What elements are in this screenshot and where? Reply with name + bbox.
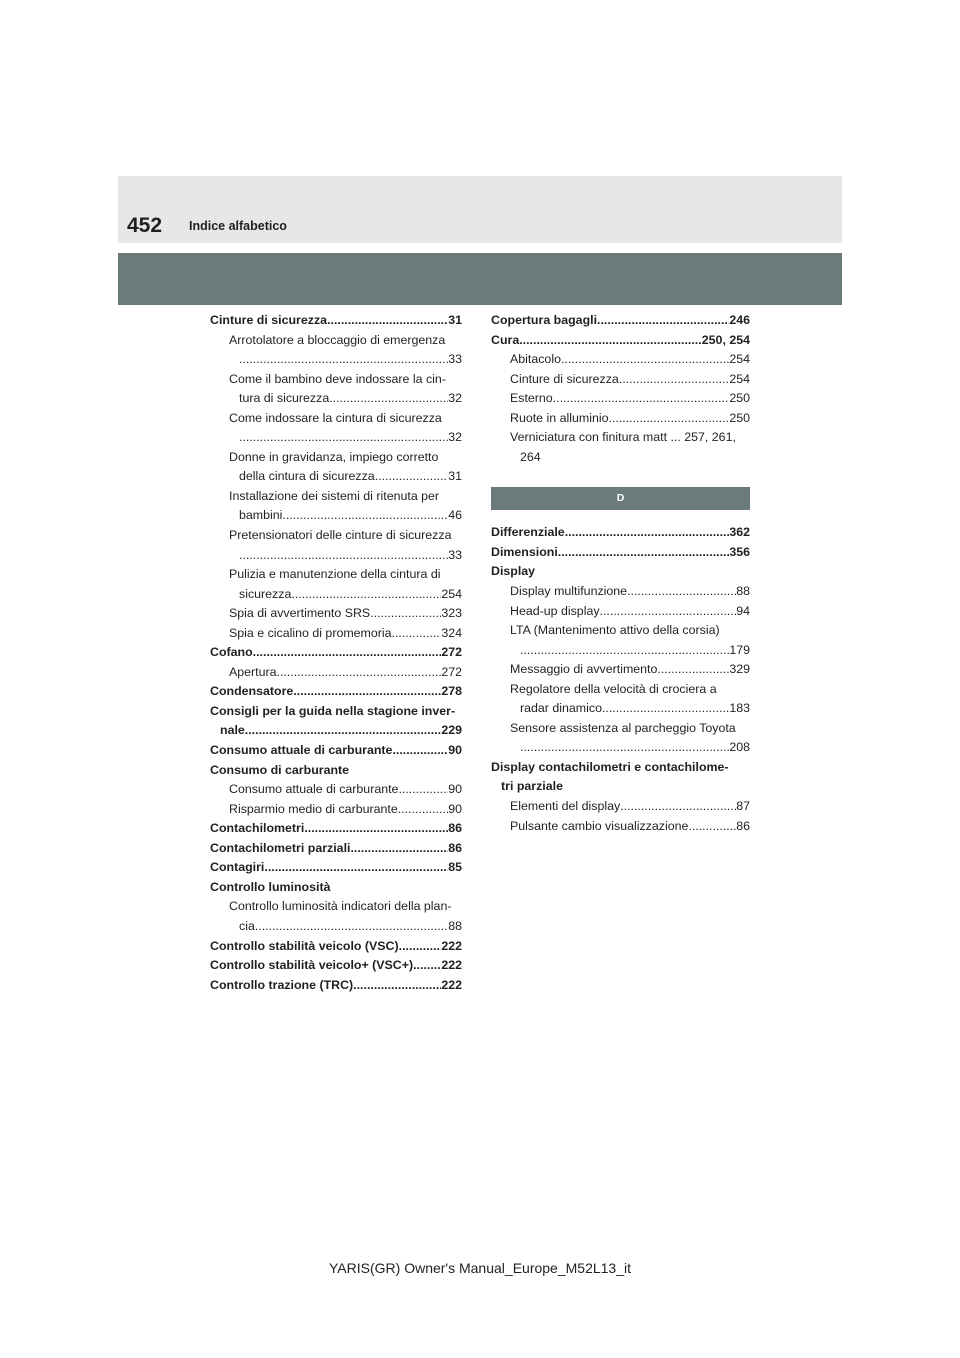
index-entry: Come il bambino deve indossare la cin- [229,371,446,386]
index-entry: Dimensioni ..... 356 [491,543,750,563]
index-entry: Cinture di sicurezza ..... 254 [491,370,750,390]
index-entry: Controllo luminosità indicatori della plan- [229,899,452,914]
index-entry: Condensatore ..... 278 [210,682,462,702]
index-entry: Display [491,564,536,579]
index-entry: bambini ..... 46 [210,506,462,526]
letter-section-band: D [491,487,750,510]
index-column-left [210,311,462,995]
index-entry: Contachilometri ..... 86 [210,819,462,839]
index-entry: Controllo stabilità veicolo+ (VSC+) ..... 222 [210,956,462,976]
index-entry: Spia di avvertimento SRS ..... 323 [210,604,462,624]
index-entry: Display contachilometri e contachilome- [491,759,729,774]
index-entry: ..... 208 [491,738,750,758]
index-entry: tri parziale [501,779,563,794]
index-entry: Apertura ..... 272 [210,663,462,683]
section-title: Indice alfabetico [189,219,287,233]
index-entry: Spia e cicalino di promemoria ..... 324 [210,624,462,644]
index-entry: Pulizia e manutenzione della cintura di [229,567,441,582]
index-entry: Consumo di carburante [210,762,350,777]
footer-manual-id: YARIS(GR) Owner's Manual_Europe_M52L13_it [329,1260,631,1276]
index-entry: Elementi del display ..... 87 [491,797,750,817]
index-entry: Verniciatura con finitura matt ... 257, 261, [510,430,736,445]
index-entry: ..... 32 [210,428,462,448]
index-entry: Controllo stabilità veicolo (VSC) ..... 222 [210,937,462,957]
index-entry: Controllo trazione (TRC) ..... 222 [210,976,462,996]
index-entry: tura di sicurezza ..... 32 [210,389,462,409]
index-entry: nale ..... 229 [210,721,462,741]
index-entry: Abitacolo ..... 254 [491,350,750,370]
index-entry: Donne in gravidanza, impiego corretto [229,449,439,464]
index-entry: Controllo luminosità [210,879,331,894]
page-number: 452 [127,214,163,237]
index-entry: Risparmio medio di carburante ..... 90 [210,800,462,820]
index-entry: Cinture di sicurezza ..... 31 [210,311,462,331]
index-entry: Arrotolatore a bloccaggio di emergenza [229,332,446,347]
index-entry: Regolatore della velocità di crociera a [510,681,717,696]
index-entry: ..... 179 [491,641,750,661]
index-entry: Contachilometri parziali ..... 86 [210,839,462,859]
index-entry: Cura ..... 250, 254 [491,331,750,351]
index-entry: della cintura di sicurezza ..... 31 [210,467,462,487]
index-entry: Cofano ..... 272 [210,643,462,663]
index-entry: Consigli per la guida nella stagione inver- [210,703,456,718]
index-entry: Pulsante cambio visualizzazione ..... 86 [491,817,750,837]
index-entry: Ruote in alluminio ..... 250 [491,409,750,429]
index-entry: Come indossare la cintura di sicurezza [229,410,442,425]
index-entry: Copertura bagagli ..... 246 [491,311,750,331]
index-entry: sicurezza ..... 254 [210,585,462,605]
index-entry: ..... 33 [210,350,462,370]
index-entry: Contagiri ..... 85 [210,858,462,878]
index-entry: Differenziale ..... 362 [491,523,750,543]
index-entry: Consumo attuale di carburante ..... 90 [210,741,462,761]
index-entry: radar dinamico ..... 183 [491,699,750,719]
index-column-right [491,311,750,836]
index-entry: LTA (Mantenimento attivo della corsia) [510,623,720,638]
index-entry: Pretensionatori delle cinture di sicurezza [229,528,452,543]
title-bar [118,253,842,305]
index-entry: Esterno ..... 250 [491,389,750,409]
index-entry: ..... 33 [210,546,462,566]
index-entry: Installazione dei sistemi di ritenuta per [229,488,440,503]
index-entry: Messaggio di avvertimento ..... 329 [491,660,750,680]
index-entry: cia ..... 88 [210,917,462,937]
index-entry: 264 [520,449,541,464]
index-entry: Head-up display ..... 94 [491,602,750,622]
index-entry: Display multifunzione ..... 88 [491,582,750,602]
index-entry: Consumo attuale di carburante ..... 90 [210,780,462,800]
index-entry: Sensore assistenza al parcheggio Toyota [510,720,736,735]
